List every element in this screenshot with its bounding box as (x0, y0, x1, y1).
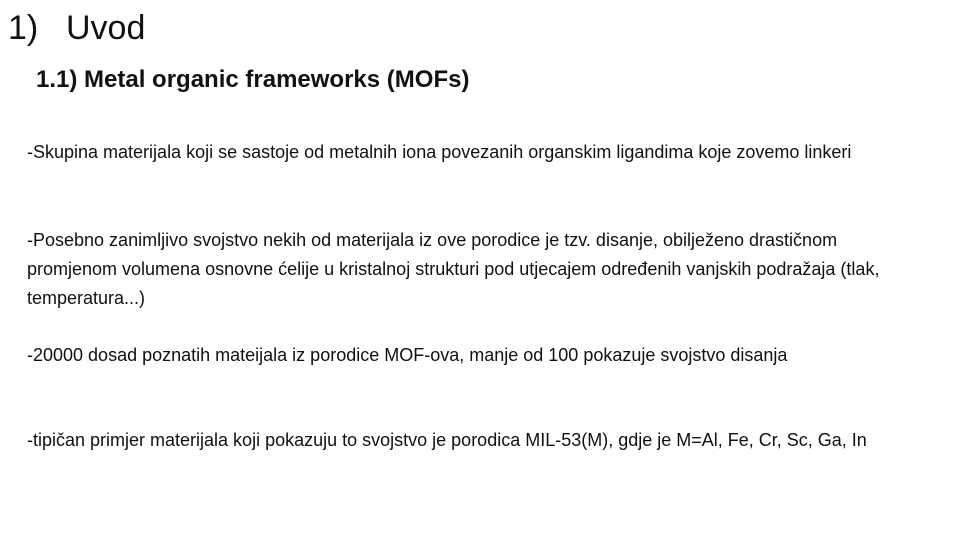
paragraph-example: -tipičan primjer materijala koji pokazuju to svojstvo je porodica MIL-53(M), gdje je M=Al, Fe, Cr, Sc, Ga, In (27, 430, 867, 450)
slide-title-number: 1) (8, 9, 39, 47)
paragraph-definition: -Skupina materijala koji se sastoje od metalnih iona povezanih organskim ligandima koje zovemo linkeri (27, 142, 852, 162)
paragraph-breathing: -Posebno zanimljivo svojstvo nekih od materijala iz ove porodice je tzv. disanje, obilježeno drastičnom promjenom volumena osnovne ćelije u kristalnoj strukturi pod utjecajem određenih vanjskih podražaja (tlak, temperatura...) (27, 230, 880, 308)
paragraph-count: -20000 dosad poznatih mateijala iz porodice MOF-ova, manje od 100 pokazuje svojstvo disanja (27, 345, 788, 365)
slide-title-text: Uvod (66, 9, 146, 47)
slide-title (8, 8, 145, 48)
section-subtitle: 1.1) Metal organic frameworks (MOFs) (36, 66, 470, 93)
